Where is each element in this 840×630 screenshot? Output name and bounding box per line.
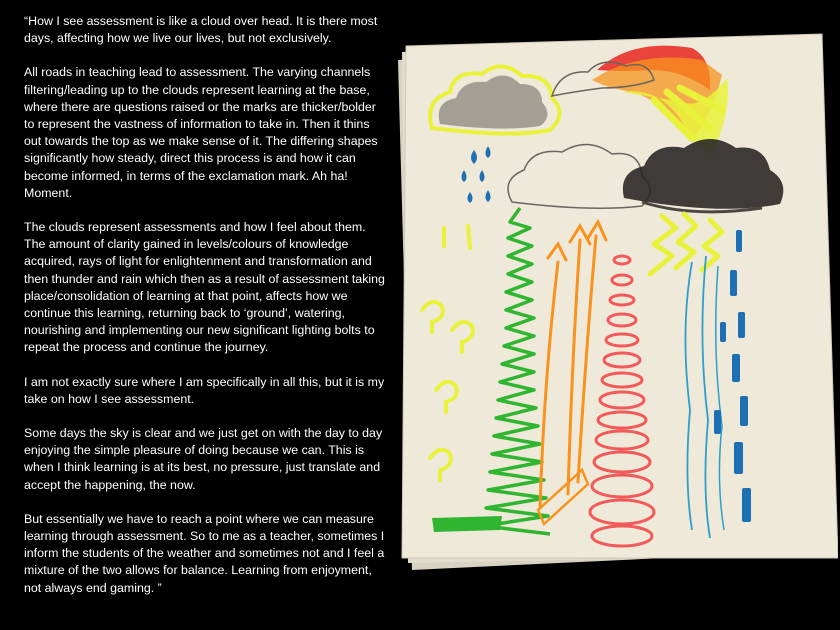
quote-paragraph-2: All roads in teaching lead to assessment. The varying channels filtering/leading up to the clouds represent learning at the base, where there are questions raised or the marks are thicker/bolder to represent the vastness of information to take in. Then it thins out towards the top as we make sense of it. The differing shapes significantly how steady, direct this process is and how it can become informed, in terms of the exclamation mark. Ah ha! Moment.	[24, 65, 378, 200]
rain-dash	[720, 322, 726, 342]
green-base	[432, 516, 502, 532]
rain-dash	[734, 442, 743, 474]
rain-dash	[736, 230, 742, 252]
rain-dash	[714, 410, 721, 434]
quote-paragraph-5: Some days the sky is clear and we just get on with the day to day enjoying the simple pleasure of doing because we can. This is when I think learning is at its best, no pressure, just translate and accept the happening, the now.	[24, 426, 383, 492]
exclamation-stroke	[468, 226, 470, 248]
quote-paragraph-1: “How I see assessment is like a cloud over head. It is there most days, affecting how we live our lives, but not exclusively.	[24, 14, 378, 46]
assessment-quote	[24, 13, 386, 614]
quote-paragraph-3: The clouds represent assessments and how I feel about them. The amount of clarity gained in levels/colours of knowledge acquired, rays of light for enlightenment and transformation and then thunder and rain which then as a result of assessment taking place/consolidation of learning at that point, affects how we continue this learning, returning back to ‘ground’, watering, nourishing and implementing our new significant lighting bolts to repeat the process and continue the journey.	[24, 220, 385, 355]
quote-paragraph-4: I am not exactly sure where I am specifically in all this, but it is my take on how I see assessment.	[24, 374, 385, 406]
rain-dash	[742, 488, 751, 522]
rain-dash	[738, 312, 745, 338]
rain-dash	[732, 354, 740, 382]
quote-paragraph-6: But essentially we have to reach a point where we can measure learning through assessment. So to me as a teacher, sometimes I inform the students of the weather and sometimes not and I feel a mixture of the two allows for balance. Learning from enjoyment, not always end gaming. ”	[24, 511, 385, 595]
rain-dash	[740, 396, 748, 426]
weather-drawing	[392, 30, 838, 610]
rain-dash	[730, 270, 737, 296]
